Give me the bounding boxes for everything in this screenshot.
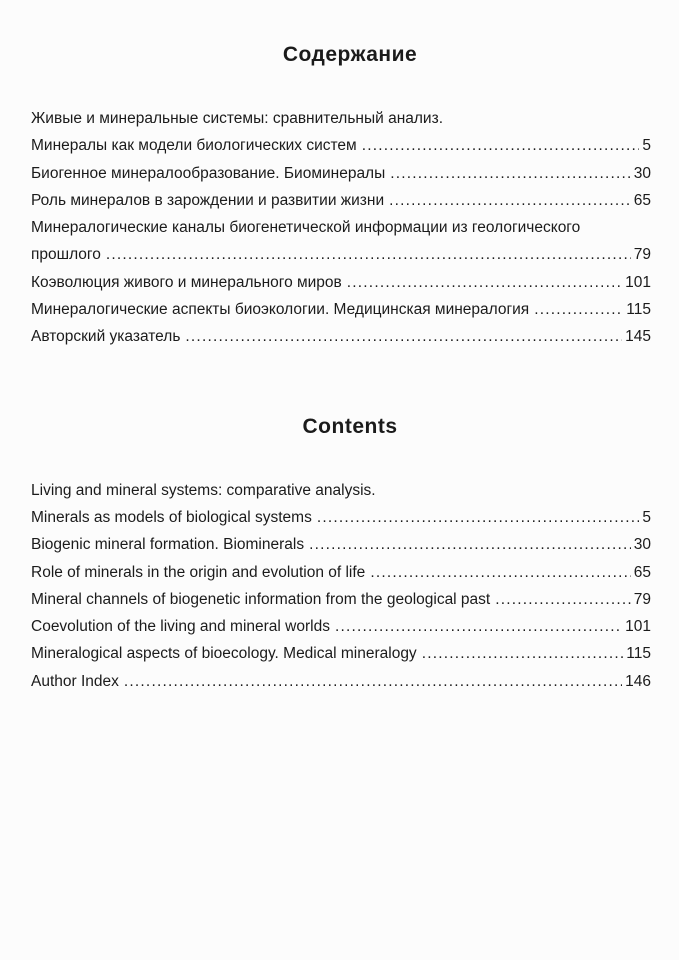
toc-entry-label: Коэволюция живого и минерального миров bbox=[31, 273, 342, 291]
toc-entry-label: Биогенное минералообразование. Биоминералы bbox=[31, 164, 386, 182]
toc-entry-label: Живые и минеральные системы: сравнительный анализ. bbox=[31, 110, 444, 127]
toc-entry-page: 115 bbox=[626, 301, 651, 319]
dot-leader bbox=[495, 586, 631, 613]
toc-entry-en-biogenic-mineral-formation bbox=[31, 531, 651, 558]
toc-entry-en-role-of-minerals bbox=[31, 559, 651, 586]
toc-entry-page: 5 bbox=[642, 137, 651, 155]
toc-entry-ru-mineralogical-aspects bbox=[31, 296, 651, 323]
dot-leader bbox=[370, 559, 630, 586]
toc-entry-en-mineral-channels bbox=[31, 586, 651, 613]
dot-leader bbox=[309, 531, 631, 558]
toc-entry-ru-author-index bbox=[31, 323, 651, 350]
toc-entry-label: прошлого bbox=[31, 246, 101, 264]
toc-entry-label: Минералогические каналы биогенетической информации из геологического bbox=[31, 219, 581, 237]
dot-leader bbox=[534, 296, 623, 323]
dot-leader bbox=[422, 640, 624, 667]
toc-entry-page: 101 bbox=[625, 618, 651, 636]
toc-entry-page: 146 bbox=[625, 672, 651, 690]
russian-contents-title: Содержание bbox=[282, 43, 418, 66]
toc-entry-en-minerals-as-models bbox=[31, 504, 651, 531]
toc-entry-ru-mineral-channels-line2 bbox=[31, 241, 651, 268]
dot-leader bbox=[317, 504, 640, 531]
english-contents-list bbox=[31, 477, 651, 695]
toc-entry-page: 30 bbox=[633, 536, 651, 554]
toc-entry-page: 101 bbox=[625, 273, 651, 291]
english-contents-section bbox=[31, 414, 651, 695]
toc-entry-ru-coevolution bbox=[31, 269, 651, 296]
dot-leader bbox=[347, 269, 622, 296]
toc-entry-page: 30 bbox=[633, 164, 651, 182]
toc-entry-label: Авторский указатель bbox=[31, 328, 181, 346]
toc-entry-page: 5 bbox=[642, 508, 651, 526]
dot-leader bbox=[106, 241, 631, 268]
toc-entry-label: Роль минералов в зарождении и развитии жизни bbox=[31, 191, 385, 209]
toc-entry-ru-biogenic-mineral-formation bbox=[31, 160, 651, 187]
toc-entry-ru-mineral-channels-line1 bbox=[31, 214, 651, 241]
dot-leader bbox=[124, 668, 622, 695]
toc-entry-page: 145 bbox=[625, 328, 651, 346]
toc-entry-label: Minerals as models of biological systems bbox=[31, 508, 312, 526]
toc-entry-label: Минералы как модели биологических систем bbox=[31, 137, 357, 155]
toc-entry-label: Biogenic mineral formation. Biominerals bbox=[31, 536, 305, 554]
toc-entry-ru-minerals-as-models bbox=[31, 132, 651, 159]
toc-entry-en-coevolution bbox=[31, 613, 651, 640]
toc-entry-page: 115 bbox=[626, 645, 651, 663]
toc-entry-label: Coevolution of the living and mineral worlds bbox=[31, 618, 330, 636]
toc-entry-page: 79 bbox=[633, 590, 651, 608]
dot-leader bbox=[362, 132, 640, 159]
dot-leader bbox=[389, 187, 631, 214]
toc-entry-label: Author Index bbox=[31, 672, 119, 690]
russian-contents-section bbox=[31, 42, 651, 351]
toc-entry-en-author-index bbox=[31, 668, 651, 695]
toc-entry-ru-role-of-minerals bbox=[31, 187, 651, 214]
toc-entry-page: 79 bbox=[633, 246, 651, 264]
dot-leader bbox=[335, 613, 622, 640]
toc-entry-en-living-mineral-systems-line1 bbox=[31, 477, 651, 504]
toc-entry-en-mineralogical-aspects bbox=[31, 640, 651, 667]
dot-leader bbox=[390, 160, 631, 187]
toc-entry-page: 65 bbox=[633, 191, 651, 209]
toc-entry-label: Минералогические аспекты биоэкологии. Медицинская минералогия bbox=[31, 301, 530, 319]
dot-leader bbox=[185, 323, 622, 350]
toc-entry-page: 65 bbox=[633, 563, 651, 581]
english-contents-title: Contents bbox=[302, 414, 398, 438]
toc-entry-label: Role of minerals in the origin and evolution of life bbox=[31, 563, 366, 581]
russian-contents-list bbox=[31, 105, 651, 351]
toc-entry-label: Mineral channels of biogenetic information from the geological past bbox=[31, 590, 491, 608]
toc-entry-label: Living and mineral systems: comparative analysis. bbox=[31, 481, 376, 499]
toc-entry-ru-living-mineral-systems-line1 bbox=[31, 105, 651, 132]
toc-entry-label: Mineralogical aspects of bioecology. Medical mineralogy bbox=[31, 645, 417, 663]
